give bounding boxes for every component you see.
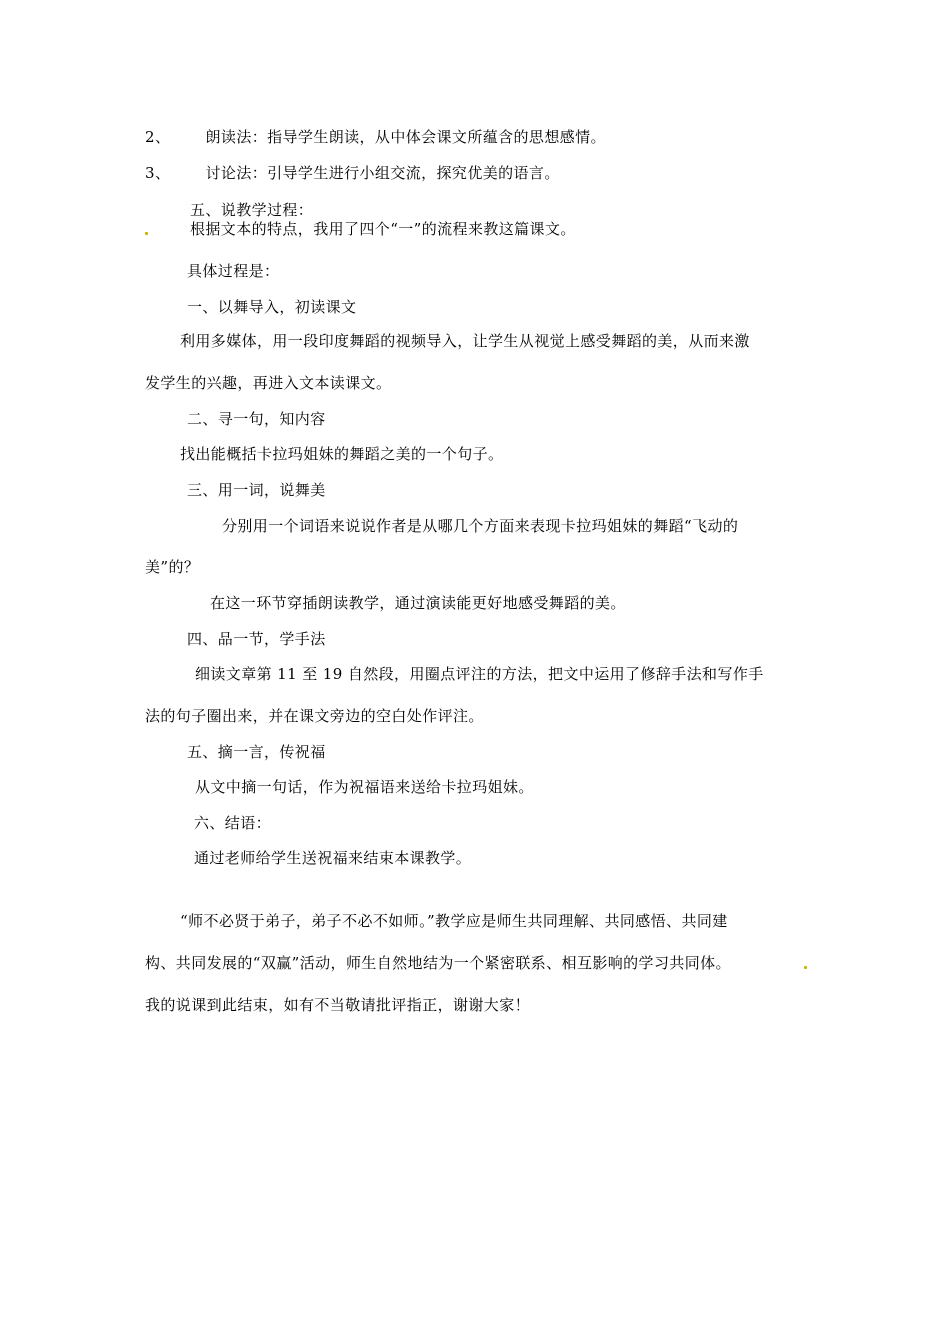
closing-paragraph: “师不必贤于弟子，弟子不必不如师。”教学应是师生共同理解、共同感悟、共同建 xyxy=(180,912,728,930)
step-body-1: 利用多媒体，用一段印度舞蹈的视频导入，让学生从视觉上感受舞蹈的美，从而来激 xyxy=(180,332,750,350)
step-body-5: 从文中摘一句话，作为祝福语来送给卡拉玛姐妹。 xyxy=(195,778,534,796)
step-heading-6: 六、结语： xyxy=(194,814,272,832)
process-label: 具体过程是： xyxy=(187,262,280,280)
step-body-3: 分别用一个词语来说说作者是从哪几个方面来表现卡拉玛姐妹的舞蹈“飞动的 xyxy=(222,517,739,535)
method-item-2 xyxy=(145,127,606,147)
method-text: 讨论法：引导学生进行小组交流，探究优美的语言。 xyxy=(205,164,560,182)
step-heading-2: 二、寻一句，知内容 xyxy=(187,410,326,428)
marker-dot xyxy=(145,232,148,235)
method-text: 朗读法：指导学生朗读，从中体会课文所蕴含的思想感情。 xyxy=(205,128,606,146)
step-body-6: 通过老师给学生送祝福来结束本课教学。 xyxy=(194,849,472,867)
marker-dot xyxy=(804,966,807,969)
step-body-3-cont: 美”的？ xyxy=(145,558,200,576)
method-number: 3、 xyxy=(145,164,171,182)
step-body-3-note: 在这一环节穿插朗读教学，通过演读能更好地感受舞蹈的美。 xyxy=(210,594,626,612)
method-number: 2、 xyxy=(145,128,171,146)
step-heading-4: 四、品一节，学手法 xyxy=(187,630,326,648)
step-heading-5: 五、摘一言，传祝福 xyxy=(187,743,326,761)
step-body-4: 细读文章第 11 至 19 自然段，用圈点评注的方法，把文中运用了修辞手法和写作手 xyxy=(195,665,764,683)
closing-paragraph-cont: 构、共同发展的“双赢”活动，师生自然地结为一个紧密联系、相互影响的学习共同体。 xyxy=(145,954,731,972)
step-body-2: 找出能概括卡拉玛姐妹的舞蹈之美的一个句子。 xyxy=(180,445,504,463)
step-heading-3: 三、用一词，说舞美 xyxy=(187,481,326,499)
closing-sentence: 我的说课到此结束，如有不当敬请批评指正，谢谢大家！ xyxy=(145,996,531,1014)
intro-paragraph: 根据文本的特点，我用了四个“一”的流程来教这篇课文。 xyxy=(190,220,576,238)
method-item-3 xyxy=(145,163,560,183)
step-body-4-cont: 法的句子圈出来，并在课文旁边的空白处作评注。 xyxy=(145,707,484,725)
section-heading: 五、说教学过程： xyxy=(190,201,314,219)
step-heading-1: 一、以舞导入，初读课文 xyxy=(187,298,357,316)
step-body-1-cont: 发学生的兴趣，再进入文本读课文。 xyxy=(145,374,392,392)
